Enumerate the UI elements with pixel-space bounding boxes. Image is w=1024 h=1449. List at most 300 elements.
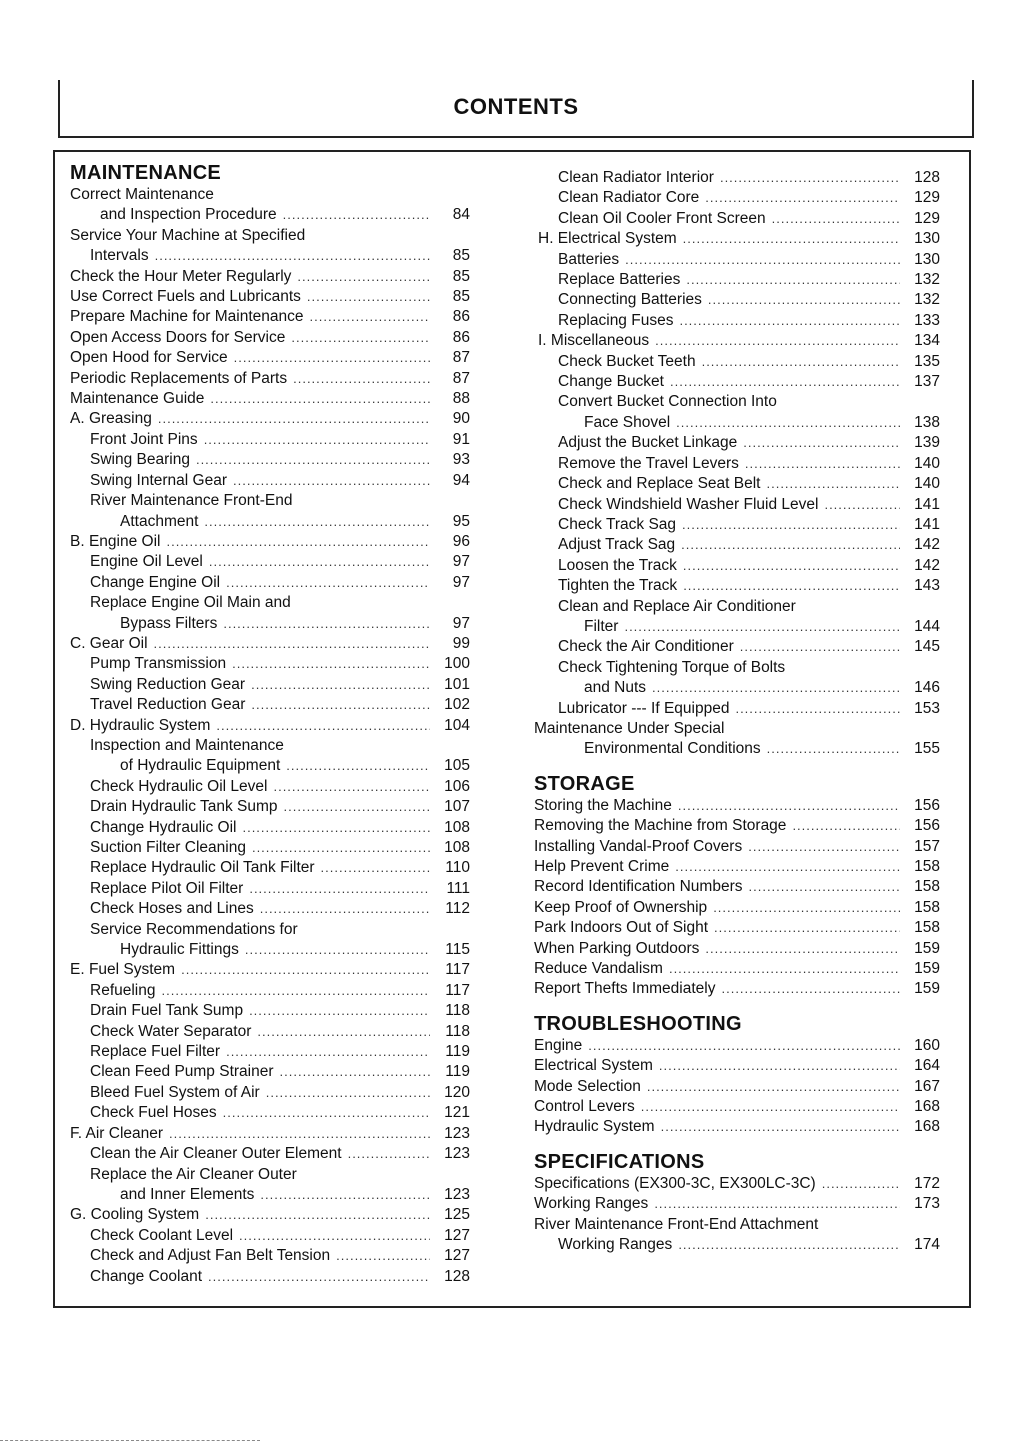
toc-entry[interactable] <box>534 699 940 719</box>
toc-entry-title: H. Electrical System <box>538 230 677 248</box>
toc-entry-page: 112 <box>445 900 470 918</box>
toc-entry[interactable] <box>70 552 470 572</box>
toc-entry-title: Working Ranges <box>558 1236 673 1254</box>
dot-leader <box>226 573 430 593</box>
toc-entry[interactable] <box>70 1062 470 1082</box>
toc-entry-title: Electrical System <box>534 1057 653 1075</box>
toc-entry-page: 130 <box>914 250 940 268</box>
dot-leader <box>721 979 900 999</box>
toc-entry[interactable] <box>70 307 470 327</box>
dot-leader <box>209 552 430 572</box>
toc-entry-page: 87 <box>452 369 470 387</box>
toc-entry[interactable] <box>534 816 940 836</box>
dot-leader <box>641 1097 900 1117</box>
toc-entry-page: 157 <box>914 837 940 855</box>
dot-leader <box>166 532 430 552</box>
dot-leader <box>647 1077 900 1097</box>
toc-entry-page: 132 <box>914 291 940 309</box>
toc-entry-title: Front Joint Pins <box>90 430 198 448</box>
toc-entry-page: 156 <box>914 796 940 814</box>
dot-leader <box>822 1174 900 1194</box>
toc-entry-page: 141 <box>914 495 940 513</box>
toc-entry-page: 97 <box>452 553 470 571</box>
toc-entry[interactable] <box>534 678 940 698</box>
toc-entry[interactable] <box>534 576 940 596</box>
toc-entry[interactable] <box>70 409 470 429</box>
dot-leader <box>767 739 900 759</box>
dot-leader <box>661 1117 900 1137</box>
toc-entry-title: and Inspection Procedure <box>100 206 277 224</box>
toc-entry-title: Refueling <box>90 981 156 999</box>
toc-entry[interactable] <box>534 433 940 453</box>
toc-entry-page: 168 <box>914 1118 940 1136</box>
toc-entry-title: Remove the Travel Levers <box>558 454 739 472</box>
toc-entry[interactable] <box>534 837 940 857</box>
toc-entry[interactable] <box>534 209 940 229</box>
toc-entry-title: Prepare Machine for Maintenance <box>70 308 304 326</box>
toc-entry-title: When Parking Outdoors <box>534 939 700 957</box>
dot-leader <box>158 409 430 429</box>
toc-entry-title: E. Fuel System <box>70 961 176 979</box>
toc-entry[interactable] <box>70 1001 470 1021</box>
toc-entry-title: Batteries <box>558 250 620 268</box>
toc-entry[interactable] <box>70 287 470 307</box>
toc-entry-page: 121 <box>444 1104 470 1122</box>
toc-entry-continued: Clean and Replace Air Conditioner <box>558 597 796 615</box>
toc-entry-page: 118 <box>445 1022 470 1040</box>
toc-entry-page: 84 <box>452 206 470 224</box>
toc-entry[interactable] <box>534 857 940 877</box>
toc-entry[interactable] <box>70 960 470 980</box>
toc-entry[interactable] <box>534 1117 940 1137</box>
toc-entry-page: 93 <box>452 451 470 469</box>
dot-leader <box>743 433 900 453</box>
toc-entry-page: 146 <box>914 679 940 697</box>
toc-entry-title: Change Engine Oil <box>90 573 221 591</box>
toc-entry[interactable] <box>534 352 940 372</box>
dot-leader <box>655 331 900 351</box>
toc-entry-page: 132 <box>914 271 940 289</box>
toc-entry-page: 96 <box>452 532 470 550</box>
toc-entry-title: Control Levers <box>534 1098 635 1116</box>
toc-entry[interactable] <box>70 1205 470 1225</box>
toc-entry-page: 167 <box>914 1077 940 1095</box>
dot-leader <box>307 287 430 307</box>
toc-entry-page: 123 <box>444 1124 470 1142</box>
dot-leader <box>245 940 430 960</box>
toc-entry[interactable] <box>70 1226 470 1246</box>
toc-entry-continued: Correct Maintenance <box>70 186 214 203</box>
toc-entry[interactable] <box>534 270 940 290</box>
toc-entry-title: Engine <box>534 1036 583 1054</box>
toc-entry-title: and Nuts <box>584 679 647 697</box>
toc-entry[interactable] <box>534 1235 940 1255</box>
toc-entry-title: Mode Selection <box>534 1077 641 1095</box>
toc-entry-title: of Hydraulic Equipment <box>120 757 281 775</box>
dot-leader <box>740 637 900 657</box>
toc-entry-page: 125 <box>444 1206 470 1224</box>
dot-leader <box>249 1001 430 1021</box>
toc-entry-title: Record Identification Numbers <box>534 878 743 896</box>
toc-entry-page: 86 <box>452 328 470 346</box>
toc-entry-title: B. Engine Oil <box>70 532 161 550</box>
toc-entry-title: Park Indoors Out of Sight <box>534 919 709 937</box>
toc-entry-page: 119 <box>445 1043 470 1061</box>
toc-entry[interactable] <box>70 389 470 409</box>
toc-entry[interactable] <box>70 1246 470 1266</box>
toc-entry[interactable] <box>70 1042 470 1062</box>
toc-entry-title: Intervals <box>90 247 149 265</box>
toc-entry-title: Open Hood for Service <box>70 349 228 367</box>
toc-entry[interactable] <box>534 454 940 474</box>
toc-entry[interactable] <box>534 959 940 979</box>
section-heading-troubleshooting: TROUBLESHOOTING <box>534 1012 742 1035</box>
toc-entry-page: 142 <box>914 556 940 574</box>
toc-entry[interactable] <box>70 450 470 470</box>
dot-leader <box>745 454 900 474</box>
dot-leader <box>772 209 900 229</box>
toc-entry[interactable] <box>534 1036 940 1056</box>
toc-entry-title: Loosen the Track <box>558 556 677 574</box>
dot-leader <box>283 205 430 225</box>
toc-entry[interactable] <box>70 838 470 858</box>
toc-entry[interactable] <box>70 756 470 776</box>
toc-entry[interactable] <box>534 1077 940 1097</box>
toc-entry-page: 172 <box>914 1174 940 1192</box>
toc-entry-page: 144 <box>914 617 940 635</box>
toc-entry-page: 85 <box>452 288 470 306</box>
toc-entry[interactable] <box>70 471 470 491</box>
dot-leader <box>654 1194 900 1214</box>
toc-entry[interactable] <box>70 654 470 674</box>
toc-entry-page: 95 <box>452 512 470 530</box>
toc-entry[interactable] <box>534 311 940 331</box>
toc-entry[interactable] <box>70 1022 470 1042</box>
toc-entry[interactable] <box>70 1185 470 1205</box>
toc-entry-title: I. Miscellaneous <box>538 332 650 350</box>
toc-entry[interactable] <box>534 1097 940 1117</box>
toc-entry[interactable] <box>70 512 470 532</box>
toc-entry[interactable] <box>534 168 940 188</box>
dot-leader <box>251 695 430 715</box>
dot-leader <box>284 797 430 817</box>
toc-entry-title: Periodic Replacements of Parts <box>70 369 288 387</box>
toc-entry-page: 104 <box>444 716 470 734</box>
toc-entry-title: Adjust Track Sag <box>558 536 676 554</box>
toc-entry[interactable] <box>70 573 470 593</box>
toc-entry[interactable] <box>70 858 470 878</box>
toc-entry[interactable] <box>70 369 470 389</box>
toc-entry-page: 140 <box>914 454 940 472</box>
toc-entry[interactable] <box>534 535 940 555</box>
toc-entry-page: 120 <box>444 1083 470 1101</box>
section-heading-storage: STORAGE <box>534 772 635 795</box>
dot-leader <box>705 939 900 959</box>
toc-entry-page: 128 <box>444 1267 470 1285</box>
toc-entry-page: 115 <box>445 941 470 959</box>
toc-entry-continued: Convert Bucket Connection Into <box>558 393 777 411</box>
toc-entry[interactable] <box>70 430 470 450</box>
toc-entry[interactable] <box>70 1103 470 1123</box>
dot-leader <box>232 654 430 674</box>
toc-entry[interactable] <box>534 229 940 249</box>
dot-leader <box>702 352 900 372</box>
dot-leader <box>155 246 430 266</box>
dot-leader <box>205 1205 430 1225</box>
toc-entry-title: D. Hydraulic System <box>70 716 211 734</box>
toc-entry-title: Check the Hour Meter Regularly <box>70 267 292 285</box>
toc-entry-page: 141 <box>914 515 940 533</box>
toc-entry-title: Maintenance Guide <box>70 390 205 408</box>
toc-entry[interactable] <box>70 981 470 1001</box>
toc-entry[interactable] <box>534 918 940 938</box>
toc-entry[interactable] <box>70 532 470 552</box>
toc-entry-title: Swing Bearing <box>90 451 190 469</box>
dot-leader <box>682 515 900 535</box>
toc-entry-title: Clean Radiator Core <box>558 189 700 207</box>
toc-entry-title: Check Hoses and Lines <box>90 900 254 918</box>
toc-entry-title: Check Track Sag <box>558 515 677 533</box>
toc-entry-continued: Inspection and Maintenance <box>90 736 284 754</box>
toc-entry[interactable] <box>534 979 940 999</box>
toc-entry[interactable] <box>534 1174 940 1194</box>
toc-entry-page: 128 <box>914 169 940 186</box>
dot-leader <box>280 1062 430 1082</box>
toc-entry-title: and Inner Elements <box>120 1185 255 1203</box>
toc-entry-continued: Service Recommendations for <box>90 920 298 938</box>
dot-leader <box>234 348 430 368</box>
dot-leader <box>766 474 900 494</box>
toc-entry-title: F. Air Cleaner <box>70 1124 164 1142</box>
toc-entry-title: Replace Pilot Oil Filter <box>90 879 244 897</box>
toc-entry-page: 101 <box>444 675 470 693</box>
toc-entry-title: G. Cooling System <box>70 1206 200 1224</box>
toc-entry-page: 145 <box>914 638 940 656</box>
toc-entry[interactable] <box>534 556 940 576</box>
toc-entry-title: Clean the Air Cleaner Outer Element <box>90 1145 342 1163</box>
toc-entry-page: 130 <box>914 230 940 248</box>
dot-leader <box>266 1083 430 1103</box>
toc-entry-title: Adjust the Bucket Linkage <box>558 434 738 452</box>
dot-leader <box>713 898 900 918</box>
toc-entry[interactable] <box>534 290 940 310</box>
dot-leader <box>239 1226 430 1246</box>
toc-entry-page: 134 <box>914 332 940 350</box>
toc-entry[interactable] <box>534 939 940 959</box>
scan-artifact-bottom <box>0 1440 260 1442</box>
toc-entry[interactable] <box>534 1194 940 1214</box>
toc-entry[interactable] <box>534 1056 940 1076</box>
toc-entry-title: C. Gear Oil <box>70 634 148 652</box>
dot-leader <box>678 1235 900 1255</box>
toc-entry[interactable] <box>534 372 940 392</box>
toc-entry-title: A. Greasing <box>70 410 152 428</box>
toc-entry[interactable] <box>534 495 940 515</box>
toc-entry[interactable] <box>534 331 940 351</box>
toc-entry[interactable] <box>534 413 940 433</box>
toc-entry-page: 94 <box>452 471 470 489</box>
toc-entry[interactable] <box>70 205 470 225</box>
dot-leader <box>336 1246 430 1266</box>
toc-entry-page: 88 <box>452 390 470 408</box>
dot-leader <box>293 369 430 389</box>
toc-entry[interactable] <box>534 474 940 494</box>
dot-leader <box>681 535 900 555</box>
dot-leader <box>659 1056 900 1076</box>
toc-entry[interactable] <box>534 250 940 270</box>
dot-leader <box>588 1036 900 1056</box>
toc-entry-title: Drain Hydraulic Tank Sump <box>90 798 278 816</box>
dot-leader <box>321 858 430 878</box>
toc-entry[interactable] <box>534 617 940 637</box>
toc-entry-title: Check Fuel Hoses <box>90 1104 217 1122</box>
toc-entry-title: Report Thefts Immediately <box>534 980 716 998</box>
toc-entry[interactable] <box>70 675 470 695</box>
toc-entry-continued: Check Tightening Torque of Bolts <box>558 658 786 676</box>
toc-entry-title: Replace Hydraulic Oil Tank Filter <box>90 859 315 877</box>
dot-leader <box>196 450 430 470</box>
toc-entry[interactable] <box>534 877 940 897</box>
toc-entry-continued: Service Your Machine at Specified <box>70 226 306 244</box>
toc-entry[interactable] <box>534 515 940 535</box>
toc-entry[interactable] <box>70 1267 470 1287</box>
toc-entry[interactable] <box>70 797 470 817</box>
toc-entry[interactable] <box>534 739 940 759</box>
toc-entry-page: 159 <box>914 939 940 957</box>
toc-entry[interactable] <box>70 777 470 797</box>
dot-leader <box>297 267 430 287</box>
toc-entry-title: Check Coolant Level <box>90 1226 234 1244</box>
toc-entry-title: Check and Replace Seat Belt <box>558 475 761 493</box>
toc-entry-title: Face Shovel <box>584 413 671 431</box>
title-frame <box>58 80 974 138</box>
dot-leader <box>686 270 900 290</box>
toc-entry-page: 111 <box>446 879 470 897</box>
toc-entry-title: Swing Reduction Gear <box>90 675 246 693</box>
toc-entry-page: 105 <box>444 757 470 775</box>
toc-entry-title: Replacing Fuses <box>558 311 674 329</box>
toc-entry[interactable] <box>70 1124 470 1144</box>
toc-entry-title: Working Ranges <box>534 1195 649 1213</box>
dot-leader <box>226 1042 430 1062</box>
toc-entry-title: Check and Adjust Fan Belt Tension <box>90 1247 331 1265</box>
dot-leader <box>223 1103 430 1123</box>
toc-entry[interactable] <box>534 188 940 208</box>
toc-entry-page: 155 <box>914 740 940 758</box>
dot-leader <box>162 981 431 1001</box>
toc-entry-page: 90 <box>452 410 470 428</box>
toc-entry[interactable] <box>534 637 940 657</box>
toc-entry-page: 159 <box>914 980 940 998</box>
dot-leader <box>714 918 900 938</box>
toc-entry[interactable] <box>70 328 470 348</box>
scan-artifact-top <box>0 0 1024 6</box>
toc-entry-page: 127 <box>444 1226 470 1244</box>
dot-leader <box>242 818 430 838</box>
dot-leader <box>624 617 900 637</box>
toc-entry-title: Reduce Vandalism <box>534 960 663 978</box>
toc-entry[interactable] <box>70 716 470 736</box>
toc-entry[interactable] <box>70 1083 470 1103</box>
toc-entry-title: Keep Proof of Ownership <box>534 898 708 916</box>
dot-leader <box>678 796 900 816</box>
dot-leader <box>824 495 900 515</box>
dot-leader <box>720 168 900 188</box>
contents-column-left <box>70 161 470 1287</box>
toc-entry-title: Pump Transmission <box>90 655 227 673</box>
toc-entry-continued: Maintenance Under Special <box>534 719 725 737</box>
toc-entry-page: 119 <box>445 1063 470 1081</box>
toc-entry-continued: Replace Engine Oil Main and <box>90 594 291 612</box>
toc-entry[interactable] <box>70 1144 470 1164</box>
toc-entry-page: 118 <box>445 1002 470 1020</box>
dot-leader <box>625 250 900 270</box>
dot-leader <box>748 837 900 857</box>
toc-entry[interactable] <box>70 614 470 634</box>
toc-entry-page: 110 <box>445 859 470 877</box>
toc-entry[interactable] <box>534 898 940 918</box>
toc-entry[interactable] <box>70 940 470 960</box>
dot-leader <box>273 777 430 797</box>
dot-leader <box>169 1124 430 1144</box>
toc-entry-title: Bleed Fuel System of Air <box>90 1083 260 1101</box>
toc-entry-page: 117 <box>445 981 470 999</box>
dot-leader <box>204 430 430 450</box>
dot-leader <box>223 614 430 634</box>
toc-entry[interactable] <box>70 634 470 654</box>
toc-entry-page: 129 <box>914 209 940 227</box>
toc-entry-page: 158 <box>914 858 940 875</box>
dot-leader <box>216 716 430 736</box>
toc-entry-page: 127 <box>444 1247 470 1265</box>
toc-entry-page: 158 <box>914 919 940 937</box>
toc-entry-page: 85 <box>452 267 470 285</box>
toc-entry[interactable] <box>70 695 470 715</box>
toc-entry-title: Check Bucket Teeth <box>558 352 696 370</box>
dot-leader <box>676 413 900 433</box>
toc-entry-title: Installing Vandal-Proof Covers <box>534 837 743 855</box>
toc-entry[interactable] <box>70 899 470 919</box>
section-heading-specifications: SPECIFICATIONS <box>534 1150 705 1173</box>
toc-entry-page: 168 <box>914 1098 940 1116</box>
toc-entry-title: Change Hydraulic Oil <box>90 818 237 836</box>
toc-entry[interactable] <box>70 246 470 266</box>
toc-entry[interactable] <box>70 267 470 287</box>
dot-leader <box>708 290 900 310</box>
dot-leader <box>260 899 430 919</box>
dot-leader <box>749 877 901 897</box>
toc-entry[interactable] <box>534 796 940 816</box>
toc-entry-page: 97 <box>452 573 470 591</box>
dot-leader <box>679 311 900 331</box>
toc-entry-page: 91 <box>452 430 470 448</box>
toc-entry-title: Check Windshield Washer Fluid Level <box>558 495 819 513</box>
toc-entry-page: 106 <box>444 777 470 795</box>
toc-entry-title: Tighten the Track <box>558 577 678 595</box>
toc-entry[interactable] <box>70 879 470 899</box>
toc-entry-title: Specifications (EX300-3C, EX300LC-3C) <box>534 1174 816 1192</box>
toc-entry[interactable] <box>70 818 470 838</box>
toc-entry-title: Hydraulic System <box>534 1118 655 1136</box>
toc-entry-page: 102 <box>444 696 470 714</box>
toc-entry-title: Connecting Batteries <box>558 291 702 309</box>
toc-entry-page: 139 <box>914 434 940 452</box>
toc-entry-title: Swing Internal Gear <box>90 471 227 489</box>
toc-entry[interactable] <box>70 348 470 368</box>
toc-entry-title: Storing the Machine <box>534 796 672 814</box>
toc-entry-page: 135 <box>914 352 940 370</box>
toc-entry-page: 97 <box>452 614 470 632</box>
